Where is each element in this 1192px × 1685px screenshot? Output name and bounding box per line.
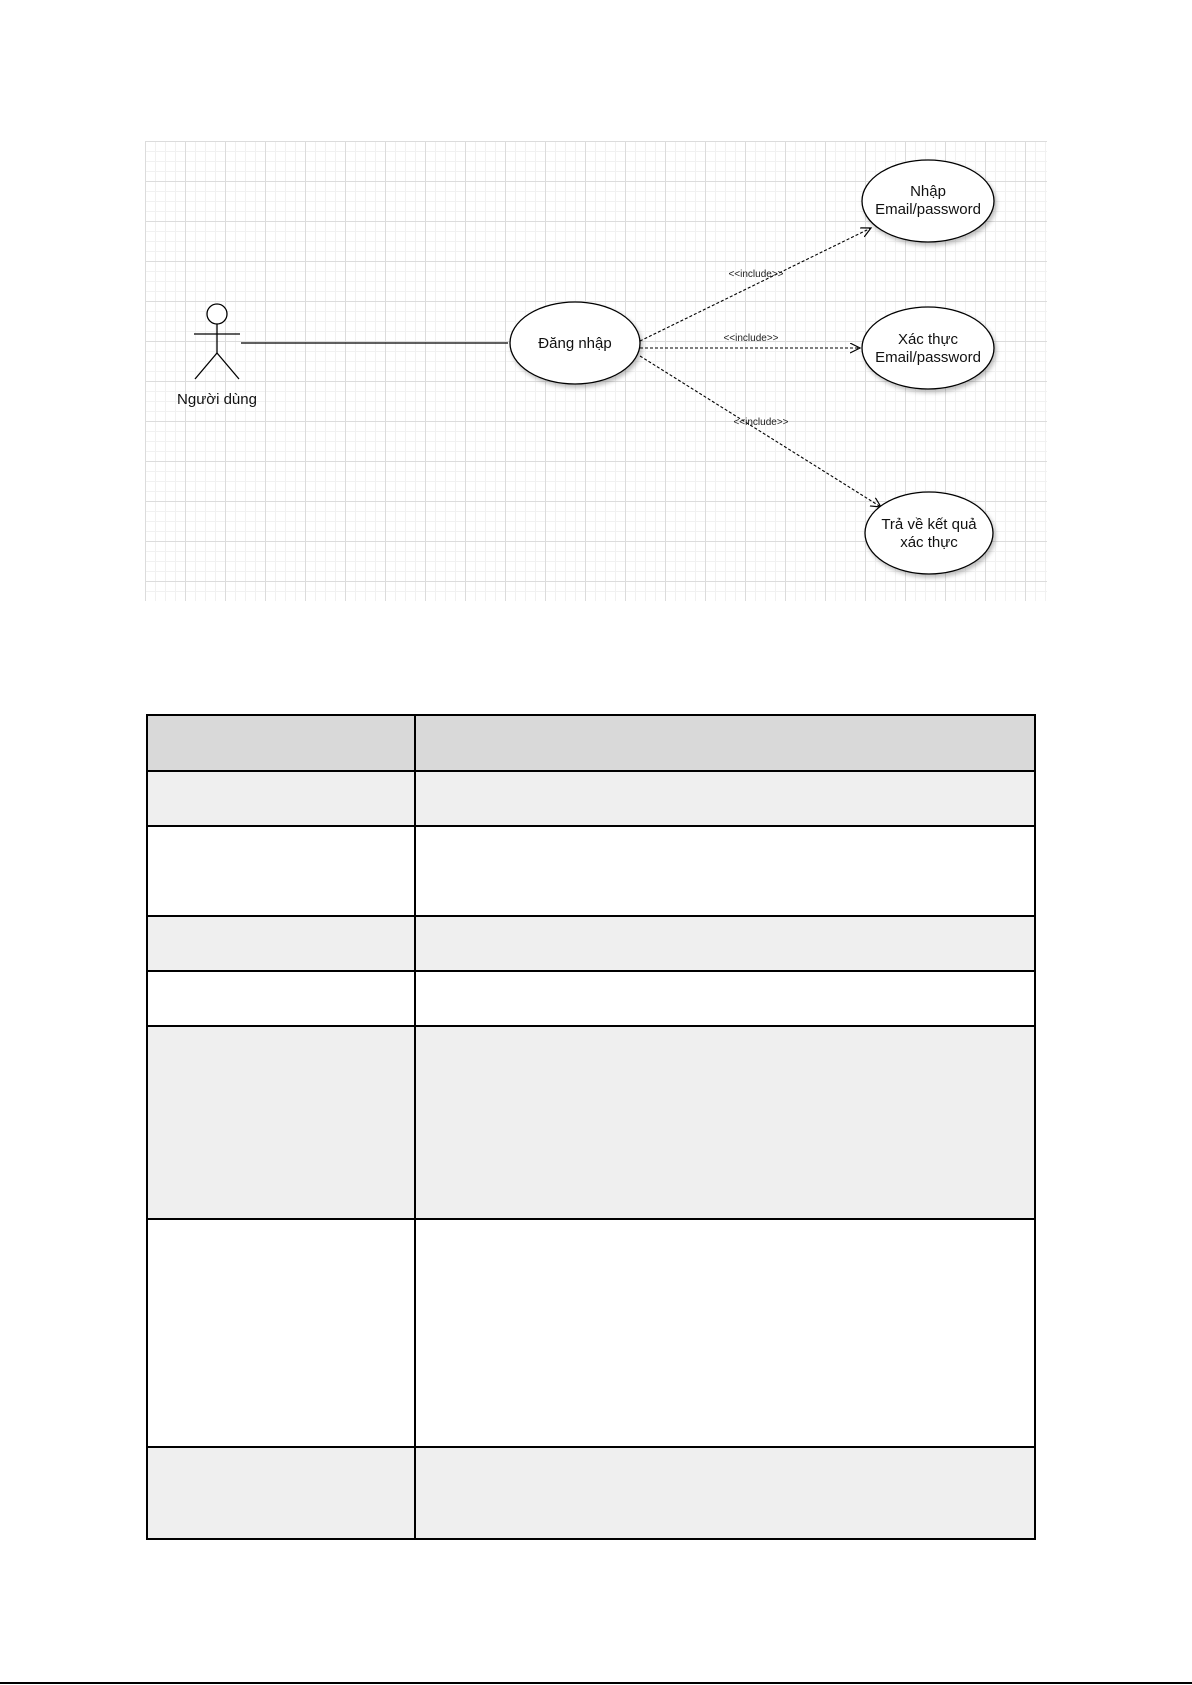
- use-case-enter-credentials: [862, 160, 994, 242]
- table-header-row: [147, 715, 1035, 771]
- actor-user: [177, 304, 257, 408]
- table-cell: [147, 916, 415, 971]
- table-cell: [415, 1026, 1035, 1219]
- table-cell: [415, 826, 1035, 916]
- table-row: [147, 1026, 1035, 1219]
- use-case-login: [510, 302, 640, 384]
- table-cell: [147, 826, 415, 916]
- table-header-cell: [147, 715, 415, 771]
- use-case-verify-credentials: [862, 307, 994, 389]
- use-case-return-result: [865, 492, 993, 574]
- actor-leg-left: [195, 353, 217, 379]
- use-case-return-result-line-2: xác thực: [900, 534, 958, 551]
- table-cell: [415, 916, 1035, 971]
- actor-head: [207, 304, 227, 324]
- include-relation-2: [640, 333, 860, 348]
- table-row: [147, 771, 1035, 826]
- include-label-1: <<include>>: [728, 269, 784, 280]
- use-case-login-label: Đăng nhập: [538, 335, 612, 352]
- table-cell: [415, 1447, 1035, 1539]
- include-label-3: <<include>>: [733, 417, 789, 428]
- use-case-diagram: [145, 141, 1047, 601]
- use-case-return-result-line-1: Trả về kết quả: [881, 516, 977, 533]
- table-cell: [415, 771, 1035, 826]
- include-arrow-3: [640, 356, 881, 507]
- table-row: [147, 826, 1035, 916]
- table-row: [147, 1447, 1035, 1539]
- table-cell: [415, 971, 1035, 1026]
- use-case-verify-credentials-line-2: Email/password: [875, 349, 981, 366]
- use-case-verify-credentials-line-1: Xác thực: [897, 331, 959, 348]
- actor-leg-right: [217, 353, 239, 379]
- table-cell: [415, 1219, 1035, 1447]
- include-relation-3: [640, 356, 881, 507]
- use-case-spec-table: [146, 714, 1036, 1540]
- include-label-2: <<include>>: [723, 333, 779, 344]
- table-cell: [147, 1219, 415, 1447]
- table-cell: [147, 1447, 415, 1539]
- use-case-return-result-shape: [865, 492, 993, 574]
- table-row: [147, 916, 1035, 971]
- use-case-enter-credentials-line-2: Email/password: [875, 201, 981, 218]
- table-row: [147, 1219, 1035, 1447]
- table-cell: [147, 971, 415, 1026]
- page-bottom-rule: [0, 1682, 1192, 1684]
- include-relation-1: [640, 228, 871, 341]
- include-arrow-1: [640, 228, 871, 341]
- use-case-verify-credentials-shape: [862, 307, 994, 389]
- table-row: [147, 971, 1035, 1026]
- use-case-enter-credentials-line-1: Nhập: [910, 183, 946, 200]
- table-header-cell: [415, 715, 1035, 771]
- diagram-canvas: [145, 141, 1047, 601]
- actor-label: Người dùng: [177, 391, 257, 408]
- table-cell: [147, 771, 415, 826]
- table-cell: [147, 1026, 415, 1219]
